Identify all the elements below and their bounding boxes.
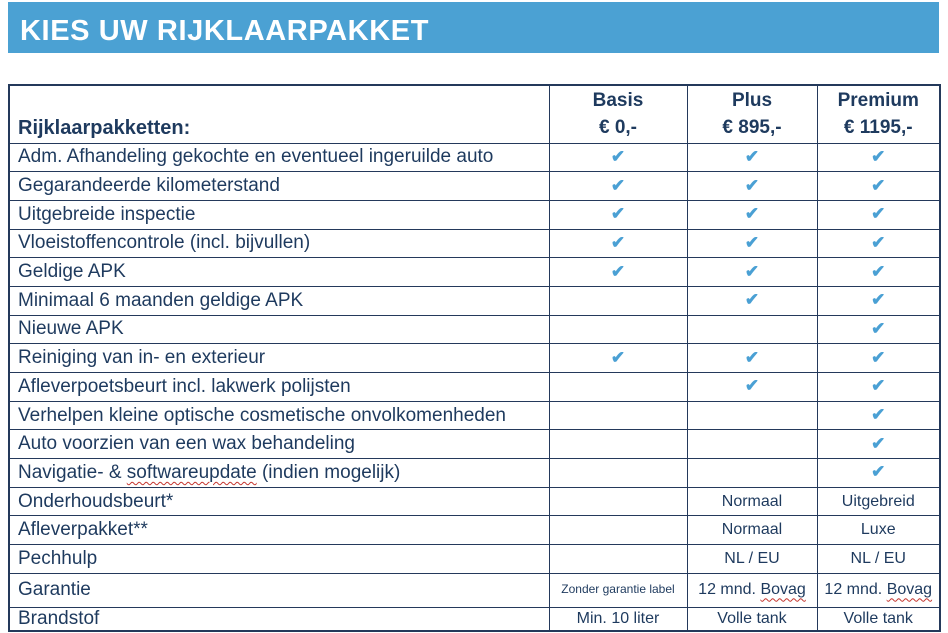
check-icon: ✔ xyxy=(871,175,886,195)
empty-cell xyxy=(549,516,687,545)
check-icon: ✔ xyxy=(871,261,886,281)
package-header-basis xyxy=(549,85,687,143)
table-row xyxy=(9,172,940,201)
check-cell xyxy=(549,258,687,287)
check-icon: ✔ xyxy=(871,376,886,396)
value-cell: NL / EU xyxy=(817,545,940,574)
value-cell: Normaal xyxy=(687,516,817,545)
package-name: Plus xyxy=(731,89,773,111)
table-row xyxy=(9,344,940,373)
empty-cell xyxy=(687,430,817,459)
feature-label: Pechhulp xyxy=(9,545,549,574)
check-icon: ✔ xyxy=(610,347,626,367)
empty-cell xyxy=(549,373,687,402)
value-cell: Normaal xyxy=(687,487,817,516)
check-cell xyxy=(687,200,817,229)
check-cell xyxy=(549,143,687,172)
empty-cell xyxy=(687,459,817,488)
feature-label: Geldige APK xyxy=(9,258,549,287)
check-icon: ✔ xyxy=(610,261,626,281)
check-icon: ✔ xyxy=(744,376,760,396)
feature-label: Minimaal 6 maanden geldige APK xyxy=(9,286,549,315)
check-cell xyxy=(817,200,940,229)
table-row xyxy=(9,258,940,287)
check-icon: ✔ xyxy=(744,232,760,252)
check-icon: ✔ xyxy=(744,347,760,367)
check-icon: ✔ xyxy=(610,175,626,195)
value-cell: Volle tank xyxy=(817,607,940,631)
check-icon: ✔ xyxy=(744,204,760,224)
check-cell xyxy=(549,344,687,373)
check-cell xyxy=(817,229,940,258)
table-row xyxy=(9,545,940,574)
table-title-cell xyxy=(9,85,549,143)
check-icon: ✔ xyxy=(871,204,886,224)
check-cell xyxy=(817,401,940,430)
table-row xyxy=(9,315,940,344)
feature-label: Auto voorzien van een wax behandeling xyxy=(9,430,549,459)
empty-cell xyxy=(549,487,687,516)
table-row xyxy=(9,607,940,631)
check-icon: ✔ xyxy=(871,318,886,338)
check-cell xyxy=(817,430,940,459)
table-row xyxy=(9,229,940,258)
check-icon: ✔ xyxy=(871,290,886,310)
package-header-premium xyxy=(817,85,940,143)
empty-cell xyxy=(549,430,687,459)
feature-label: Adm. Afhandeling gekochte en eventueel ingeruilde auto xyxy=(9,143,549,172)
check-cell xyxy=(817,315,940,344)
check-icon: ✔ xyxy=(871,347,886,367)
value-cell: Zonder garantie label xyxy=(549,573,687,607)
check-icon: ✔ xyxy=(871,146,886,166)
value-cell: NL / EU xyxy=(687,545,817,574)
table-row xyxy=(9,373,940,402)
feature-label: Navigatie- & softwareupdate (indien mogelijk) xyxy=(9,459,549,488)
check-cell xyxy=(817,459,940,488)
value-cell: Volle tank xyxy=(687,607,817,631)
feature-label: Afleverpakket** xyxy=(9,516,549,545)
feature-label: Brandstof xyxy=(9,607,549,631)
check-icon: ✔ xyxy=(744,261,760,281)
table-row xyxy=(9,516,940,545)
value-cell: 12 mnd. Bovag xyxy=(817,573,940,607)
table-title: Rijklaarpakketten: xyxy=(18,116,191,139)
check-cell xyxy=(687,258,817,287)
package-price: € 895,- xyxy=(722,117,782,139)
empty-cell xyxy=(549,459,687,488)
check-icon: ✔ xyxy=(610,204,626,224)
feature-label: Garantie xyxy=(9,573,549,607)
value-cell: Uitgebreid xyxy=(817,487,940,516)
empty-cell xyxy=(549,545,687,574)
package-name: Basis xyxy=(592,89,644,111)
table-row xyxy=(9,573,940,607)
check-cell xyxy=(817,143,940,172)
empty-cell xyxy=(549,286,687,315)
spellcheck-word: softwareupdate xyxy=(126,461,257,483)
table-row xyxy=(9,143,940,172)
spellcheck-word: Bovag xyxy=(886,581,933,599)
check-cell xyxy=(817,344,940,373)
check-icon: ✔ xyxy=(871,433,886,453)
table-row xyxy=(9,401,940,430)
empty-cell xyxy=(687,401,817,430)
check-cell xyxy=(687,286,817,315)
check-cell xyxy=(549,229,687,258)
package-name: Premium xyxy=(837,89,919,111)
feature-label: Afleverpoetsbeurt incl. lakwerk polijsten xyxy=(9,373,549,402)
package-price: € 0,- xyxy=(598,117,638,139)
check-cell xyxy=(549,200,687,229)
value-cell: 12 mnd. Bovag xyxy=(687,573,817,607)
check-cell xyxy=(687,143,817,172)
value-cell: Min. 10 liter xyxy=(549,607,687,631)
check-cell xyxy=(817,286,940,315)
empty-cell xyxy=(549,401,687,430)
check-cell xyxy=(817,172,940,201)
check-icon: ✔ xyxy=(871,462,886,482)
check-cell xyxy=(687,373,817,402)
value-cell: Luxe xyxy=(817,516,940,545)
empty-cell xyxy=(687,315,817,344)
check-cell xyxy=(687,172,817,201)
table-row xyxy=(9,430,940,459)
feature-label: Nieuwe APK xyxy=(9,315,549,344)
table-row xyxy=(9,487,940,516)
check-cell xyxy=(549,172,687,201)
feature-label: Verhelpen kleine optische cosmetische onvolkomenheden xyxy=(9,401,549,430)
check-cell xyxy=(687,344,817,373)
check-icon: ✔ xyxy=(744,290,760,310)
check-icon: ✔ xyxy=(610,232,626,252)
feature-label: Reiniging van in- en exterieur xyxy=(9,344,549,373)
package-comparison-table xyxy=(8,84,941,632)
check-icon: ✔ xyxy=(871,405,886,425)
page-title: KIES UW RIJKLAARPAKKET xyxy=(20,15,430,47)
check-icon: ✔ xyxy=(610,146,626,166)
empty-cell xyxy=(549,315,687,344)
check-icon: ✔ xyxy=(871,232,886,252)
feature-label: Gegarandeerde kilometerstand xyxy=(9,172,549,201)
page-banner xyxy=(8,2,939,53)
feature-label: Vloeistoffencontrole (incl. bijvullen) xyxy=(9,229,549,258)
table-row xyxy=(9,200,940,229)
check-icon: ✔ xyxy=(744,175,760,195)
table-row xyxy=(9,286,940,315)
feature-label: Onderhoudsbeurt* xyxy=(9,487,549,516)
table-row xyxy=(9,459,940,488)
check-cell xyxy=(817,373,940,402)
check-cell xyxy=(817,258,940,287)
package-price: € 1195,- xyxy=(843,117,913,139)
feature-label: Uitgebreide inspectie xyxy=(9,200,549,229)
check-cell xyxy=(687,229,817,258)
check-icon: ✔ xyxy=(744,146,760,166)
package-header-plus xyxy=(687,85,817,143)
header-row xyxy=(9,85,940,143)
spellcheck-word: Bovag xyxy=(760,581,806,599)
